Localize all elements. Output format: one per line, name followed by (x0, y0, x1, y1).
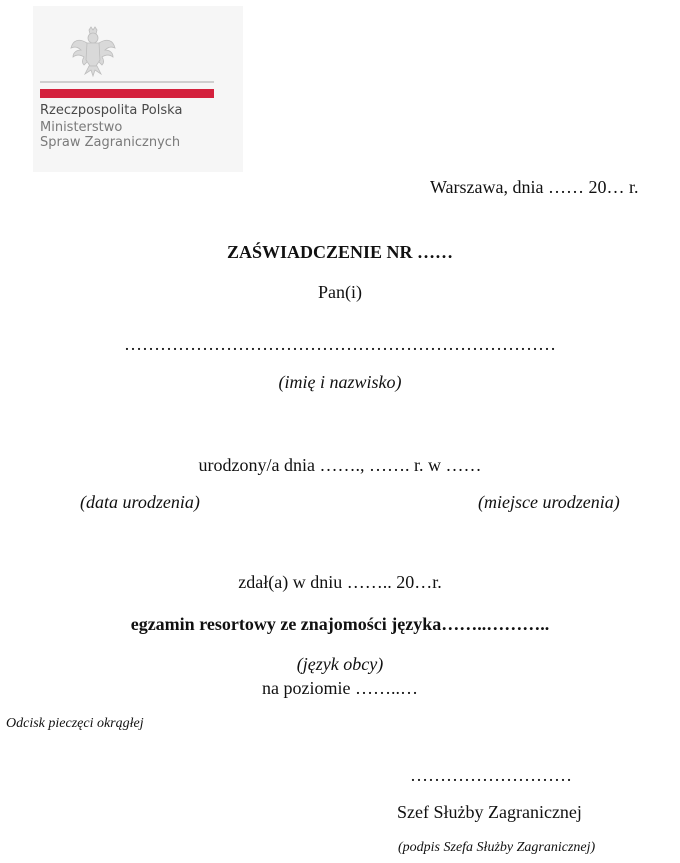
language-caption: (język obcy) (296, 654, 384, 674)
document-title: ZAŚWIADCZENIE NR …… (226, 242, 454, 262)
name-blank: ……………………………………………………………… (124, 334, 556, 354)
org-name-line3: Spraw Zagranicznych (40, 135, 181, 150)
name-caption: (imię i nazwisko) (278, 372, 402, 392)
ministry-logo (33, 6, 243, 172)
stamp-caption: Odcisk pieczęci okrągłej (6, 716, 144, 731)
addressee-label: Pan(i) (318, 282, 362, 302)
place-date: Warszawa, dnia …… 20… r. (430, 177, 639, 197)
exam-language-line: egzamin resortowy ze znajomości języka……..……….. (130, 614, 550, 634)
logo-red-bar (40, 89, 214, 98)
org-name-line1: Rzeczpospolita Polska (40, 103, 183, 118)
logo-gray-rule (40, 81, 214, 83)
birth-date-caption: (data urodzenia) (80, 492, 200, 512)
birth-line: urodzony/a dnia ……., ……. r. w …… (198, 455, 482, 475)
org-name-line2: Ministerstwo (40, 120, 123, 135)
signature-blank: ……………………… (410, 765, 572, 785)
exam-date-line: zdał(a) w dniu …….. 20…r. (238, 572, 442, 592)
eagle-emblem-icon (69, 26, 117, 78)
birth-place-caption: (miejsce urodzenia) (478, 492, 620, 512)
level-line: na poziomie ……..… (262, 678, 418, 698)
signatory-title: Szef Służby Zagranicznej (397, 802, 582, 822)
signature-caption: (podpis Szefa Służby Zagranicznej) (398, 840, 596, 855)
